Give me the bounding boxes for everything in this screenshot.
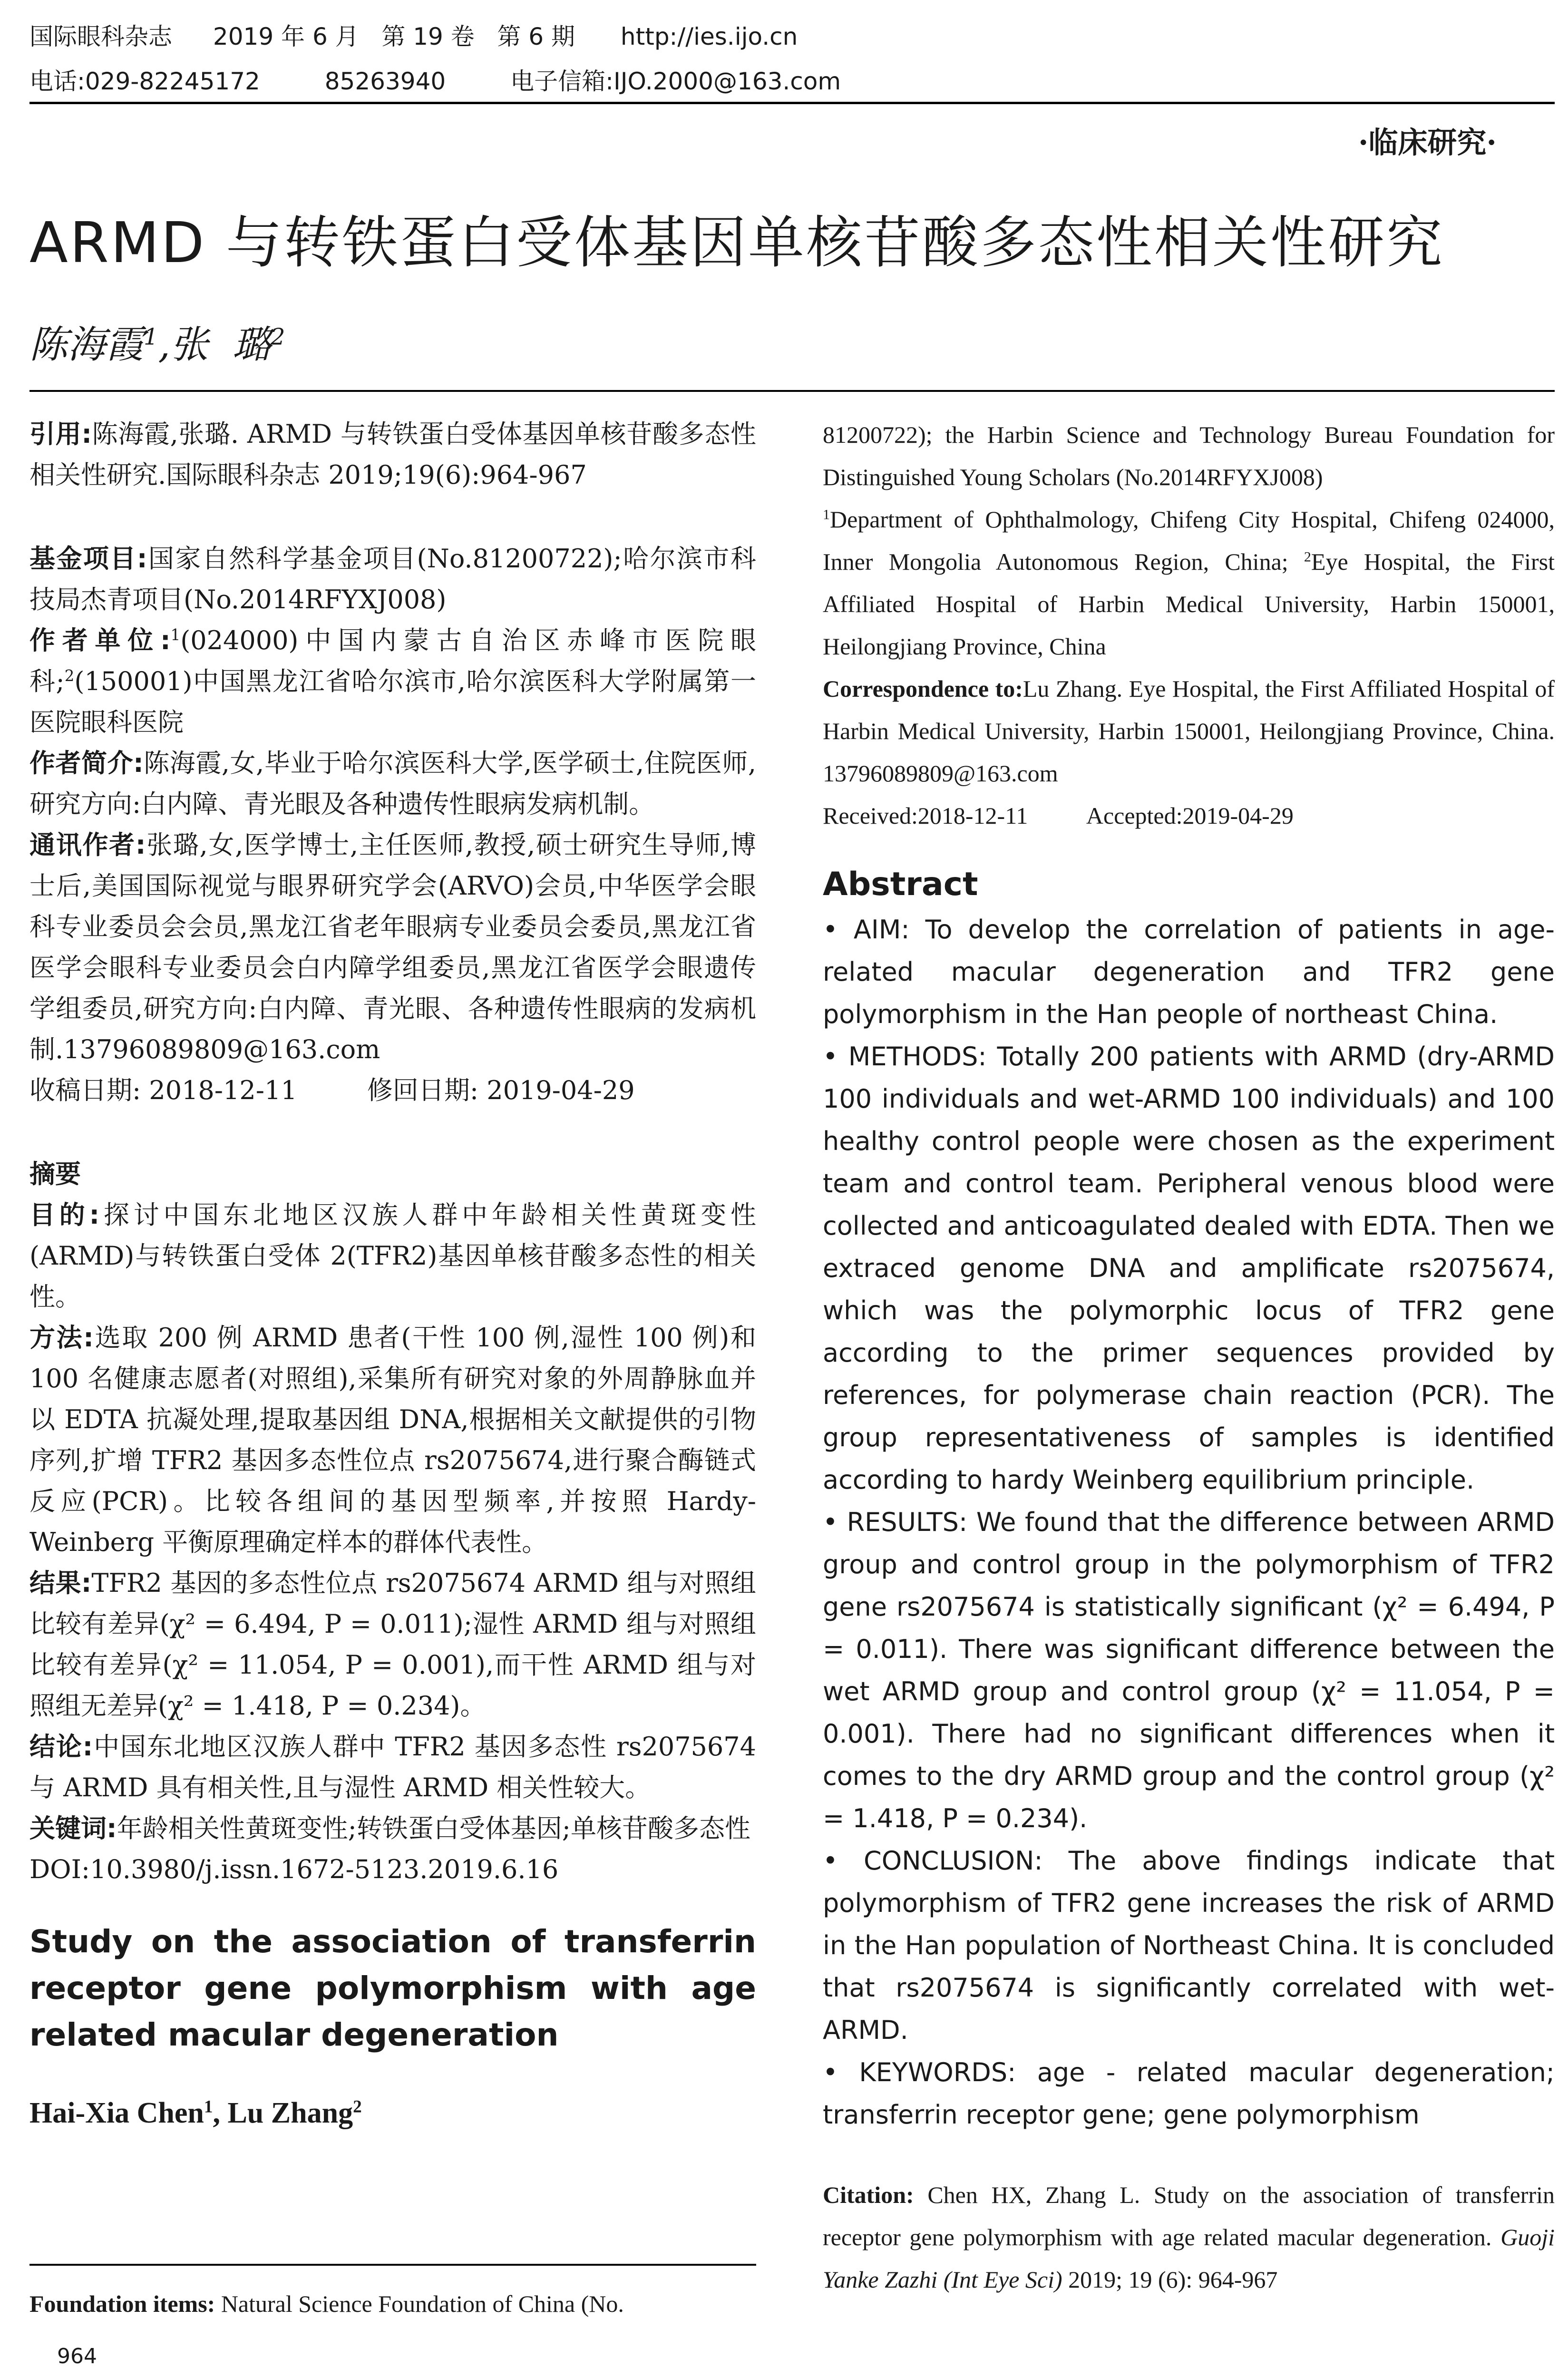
foundation-en	[29, 2283, 756, 2325]
methods-cn-text: 选取 200 例 ARMD 患者(干性 100 例,湿性 100 例)和 100 名健康志愿者(对照组),采集所有研究对象的外周静脉血并以 EDTA 抗凝处理,提取基因组 DNA,根据相关文献提供的引物序列,扩增 TFR2 基因多态性位点 rs2075674,进行聚合酶链式反应(PCR)。比较各组间的基因型频率,并按照 Hardy-Weinberg 平衡原理确定样本的群体代表性。	[29, 1323, 756, 1557]
corr-label: 通讯作者:	[29, 830, 146, 860]
corr-block	[29, 825, 756, 1070]
fund-label: 基金项目:	[29, 544, 147, 574]
left-column	[29, 414, 756, 2134]
bio-label: 作者简介:	[29, 748, 144, 778]
aff-sup-1: 1	[823, 507, 830, 523]
affiliations-en	[823, 498, 1555, 668]
en-author-2: Lu Zhang	[227, 2097, 353, 2129]
keywords-en: • KEYWORDS: age - related macular degeneration; transferrin receptor gene; gene polymorphism	[823, 2057, 1555, 2130]
methods-cn	[29, 1317, 756, 1563]
keywords-cn-label: 关键词:	[29, 1813, 117, 1843]
english-title: Study on the association of transferrin receptor gene polymorphism with age related macular degeneration	[29, 1923, 756, 2053]
abstract-cn-heading: 摘要	[29, 1159, 81, 1189]
aim-cn-label: 目的:	[29, 1200, 100, 1230]
unit-sup-2: 2	[64, 667, 75, 685]
author-2: 张 璐	[170, 322, 271, 367]
phone: 电话:029-82245172	[29, 68, 260, 95]
corr-text: 张璐,女,医学博士,主任医师,教授,硕士研究生导师,博士后,美国国际视觉与眼界研究学会(ARVO)会员,中华医学会眼科专业委员会会员,黑龙江省老年眼病专业委员会委员,黑龙江省医学会眼科专业委员会白内障学组委员,黑龙江省医学会眼遗传学组委员,研究方向:白内障、青光眼、各种遗传性眼病的发病机制.13796089809@163.com	[29, 830, 756, 1064]
citation-en-tail: 2019; 19 (6): 964-967	[1062, 2266, 1278, 2293]
correspondence-en-label: Correspondence to:	[823, 675, 1023, 702]
conclusion-en: • CONCLUSION: The above findings indicate that polymorphism of TFR2 gene increases the risk of ARMD in the Han population of Northeast China. It is concluded that rs2075674 is significantly correlated with wet-ARMD.	[823, 1846, 1555, 2045]
aff-sup-2: 2	[1304, 549, 1311, 565]
en-author-2-affil: 2	[353, 2097, 362, 2117]
methods-cn-label: 方法:	[29, 1323, 94, 1353]
aff-text-2: Eye Hospital, the First Affiliated Hospital of Harbin Medical University, Harbin 150001, Heilongjiang Province, China	[823, 548, 1555, 660]
cn-citation-label: 引用:	[29, 419, 92, 449]
fund-block	[29, 538, 756, 620]
received-en: Received:2018-12-11	[823, 802, 1028, 829]
foundation-en-cont: 81200722); the Harbin Science and Technology Bureau Foundation for Distinguished Young Scholars (No.2014RFYXJ008)	[823, 421, 1555, 490]
author-rule	[29, 390, 1555, 392]
header-rule	[29, 102, 1555, 104]
unit-label: 作者单位:	[29, 625, 171, 655]
foundation-en-label: Foundation items:	[29, 2290, 215, 2317]
unit-sup-1: 1	[170, 626, 181, 644]
aim-cn-text: 探讨中国东北地区汉族人群中年龄相关性黄斑变性(ARMD)与转铁蛋白受体 2(TFR2)基因单核苷酸多态性的相关性。	[29, 1200, 756, 1312]
bio-block	[29, 743, 756, 825]
left-foot-rule	[29, 2264, 756, 2266]
doi[interactable]: DOI:10.3980/j.issn.1672-5123.2019.6.16	[29, 1854, 559, 1884]
author-1: 陈海霞	[29, 322, 144, 367]
issue-info: 2019 年 6 月 第 19 卷 第 6 期	[213, 23, 575, 50]
unit-text-2: (150001)中国黑龙江省哈尔滨市,哈尔滨医科大学附属第一医院眼科医院	[29, 666, 756, 737]
dates-en	[823, 795, 1555, 837]
authors-cn	[29, 316, 285, 373]
page-number: 964	[57, 2344, 97, 2368]
received-cn: 收稿日期: 2018-12-11	[29, 1075, 297, 1105]
en-author-sep: ,	[213, 2097, 228, 2129]
author-1-affil: 1	[144, 323, 158, 351]
aff-text-1: Department of Ophthalmology, Chifeng City Hospital, Chifeng 024000, Inner Mongolia Autonomous Region, China;	[823, 506, 1555, 575]
citation-en-text: Chen HX, Zhang L. Study on the association of transferrin receptor gene polymorphism with age related macular degeneration.	[823, 2182, 1555, 2250]
journal-email[interactable]: 电子信箱:IJO.2000@163.com	[510, 68, 841, 95]
unit-block	[29, 620, 756, 743]
right-column	[823, 414, 1555, 2301]
contact-line	[29, 65, 1551, 98]
aim-cn	[29, 1195, 756, 1317]
results-cn-text: TFR2 基因的多态性位点 rs2075674 ARMD 组与对照组比较有差异(χ² = 6.494, P = 0.011);湿性 ARMD 组与对照组比较有差异(χ² = 11.054, P = 0.001),而干性 ARMD 组与对照组无差异(χ² = 1.418, P = 0.234)。	[29, 1568, 756, 1721]
author-2-affil: 2	[270, 323, 285, 351]
cn-citation-text: 陈海霞,张璐. ARMD 与转铁蛋白受体基因单核苷酸多态性相关性研究.国际眼科杂志 2019;19(6):964-967	[29, 419, 756, 490]
results-en: • RESULTS: We found that the difference between ARMD group and control group in the polymorphism of TFR2 gene rs2075674 is statistically significant (χ² = 6.494, P = 0.011). There was significant difference between the wet ARMD group and control group (χ² = 11.054, P = 0.001). There had no significant differences when it comes to the dry ARMD group and the control group (χ² = 1.418, P = 0.234).	[823, 1507, 1555, 1833]
conclusion-cn-label: 结论:	[29, 1732, 93, 1762]
journal-name: 国际眼科杂志	[29, 23, 172, 50]
abstract-en-heading: Abstract	[823, 866, 978, 903]
author-sep: ,	[158, 322, 170, 367]
accepted-en: Accepted:2019-04-29	[1086, 802, 1294, 829]
revised-cn: 修回日期: 2019-04-29	[367, 1075, 635, 1105]
results-cn-label: 结果:	[29, 1568, 92, 1598]
aim-en: • AIM: To develop the correlation of patients in age-related macular degeneration and TFR2 gene polymorphism in the Han people of northeast China.	[823, 915, 1555, 1029]
conclusion-cn-text: 中国东北地区汉族人群中 TFR2 基因多态性 rs2075674 与 ARMD 具有相关性,且与湿性 ARMD 相关性较大。	[29, 1732, 756, 1802]
methods-en: • METHODS: Totally 200 patients with ARMD (dry-ARMD 100 individuals and wet-ARMD 100 individuals) and 100 healthy control people were chosen as the experiment team and control team. Peripheral venous blood were collected and anticoagulated dealed with EDTA. Then we extraced genome DNA and amplificate rs2075674, which was the polymorphic locus of TFR2 gene according to the primer sequences provided by references, for polymerase chain reaction (PCR). The group representativeness of samples is identified according to hardy Weinberg equilibrium principle.	[823, 1042, 1555, 1495]
article-title: ARMD 与转铁蛋白受体基因单核苷酸多态性相关性研究	[29, 210, 1444, 275]
bio-text: 陈海霞,女,毕业于哈尔滨医科大学,医学硕士,住院医师,研究方向:白内障、青光眼及各种遗传性眼病发病机制。	[29, 748, 756, 819]
keywords-cn-text: 年龄相关性黄斑变性;转铁蛋白受体基因;单核苷酸多态性	[117, 1813, 750, 1843]
phone-2: 85263940	[324, 68, 446, 95]
conclusion-cn	[29, 1726, 756, 1808]
unit-text-1: (024000)中国内蒙古自治区赤峰市医院眼科;	[29, 625, 756, 696]
correspondence-en	[823, 668, 1555, 795]
running-header	[29, 20, 1551, 53]
en-author-1-affil: 1	[204, 2097, 213, 2117]
en-author-1: Hai-Xia Chen	[29, 2097, 204, 2129]
fund-text: 国家自然科学基金项目(No.81200722);哈尔滨市科技局杰青项目(No.2014RFYXJ008)	[29, 544, 756, 614]
keywords-cn	[29, 1808, 756, 1849]
foundation-en-text: Natural Science Foundation of China (No.	[221, 2290, 624, 2317]
journal-url[interactable]: http://ies.ijo.cn	[620, 23, 798, 50]
section-label: ·临床研究·	[1358, 125, 1497, 160]
dates-cn	[29, 1070, 756, 1111]
english-authors	[29, 2092, 756, 2134]
correspondence-en-text: Lu Zhang. Eye Hospital, the First Affiliated Hospital of Harbin Medical University, Harbin 150001, Heilongjiang Province, China. 13796089809@163.com	[823, 675, 1555, 787]
citation-en-label: Citation:	[823, 2182, 914, 2208]
citation-en-journal: Guoji Yanke Zazhi (Int Eye Sci)	[823, 2224, 1555, 2293]
cn-citation	[29, 414, 756, 496]
citation-en	[823, 2174, 1555, 2301]
results-cn	[29, 1563, 756, 1726]
